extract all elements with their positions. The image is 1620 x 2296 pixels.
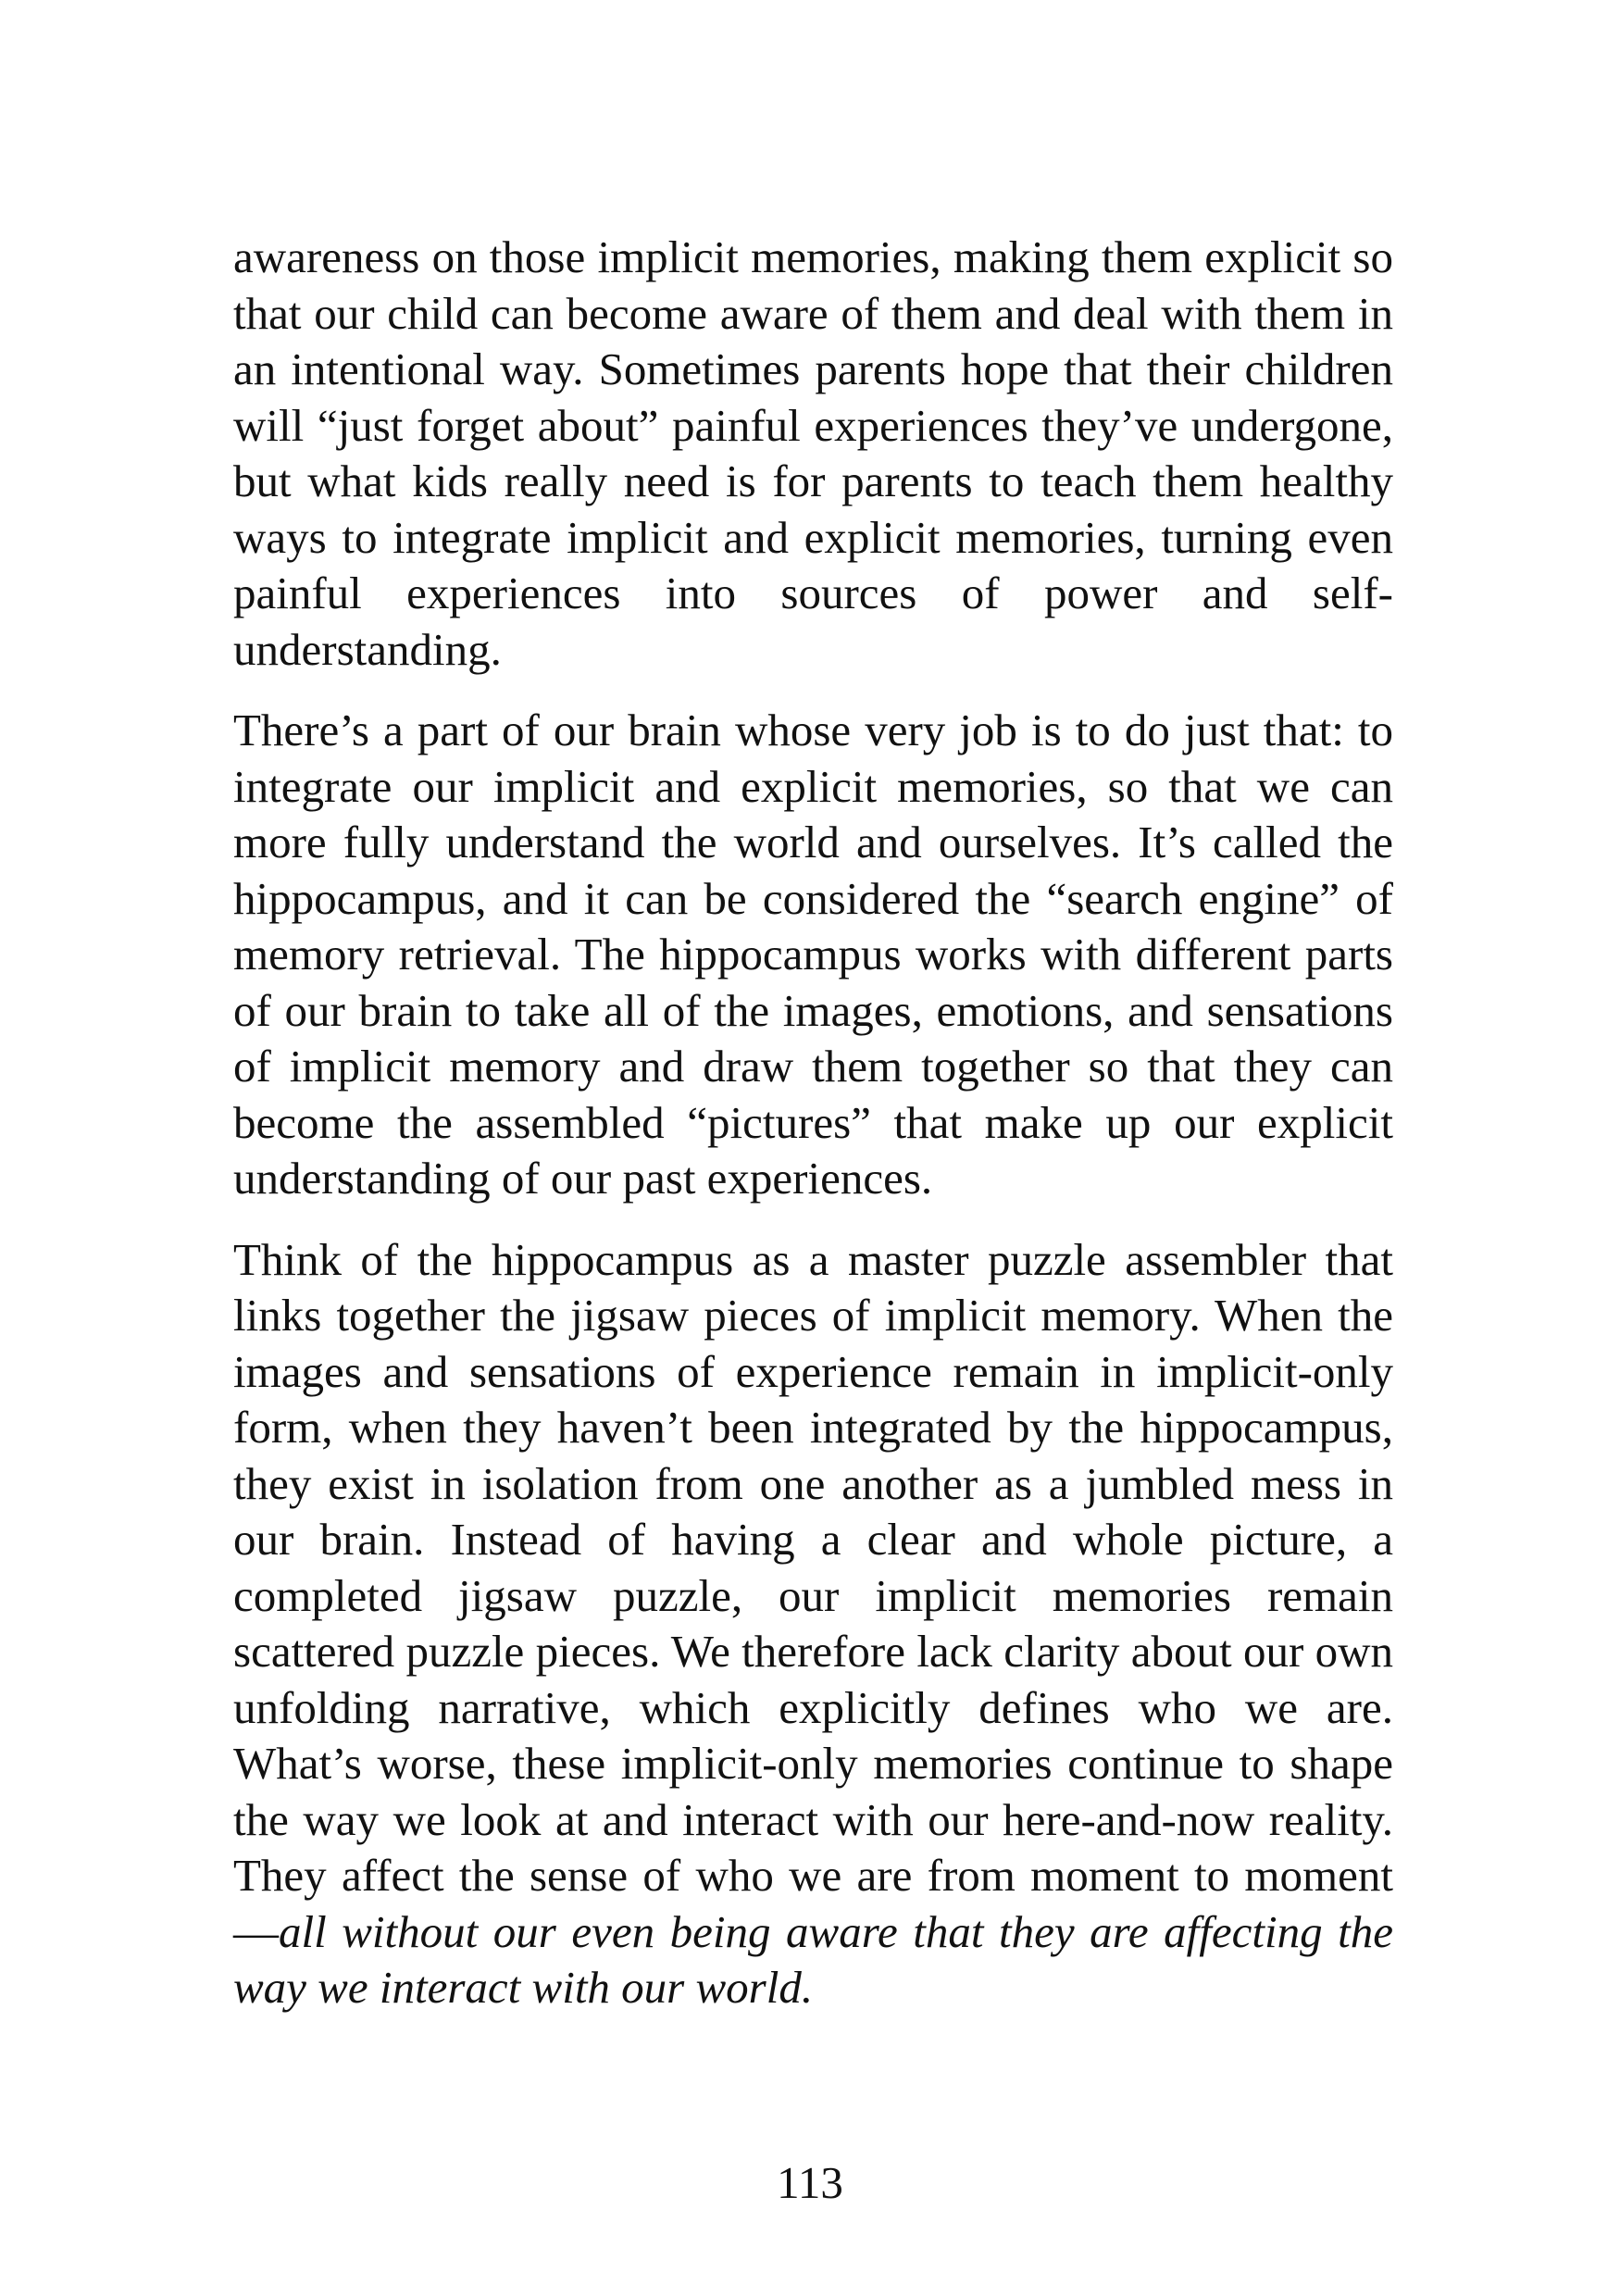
body-text xyxy=(233,230,1393,2016)
paragraph-1 xyxy=(233,230,1393,678)
paragraph-2 xyxy=(233,703,1393,1207)
paragraph-3 xyxy=(233,1232,1393,2016)
paragraph-3-text: Think of the hippocampus as a master puzzle assembler that links together the jigsaw pieces of implicit memory. When the images and sensations of experience remain in implicit-only form, when they haven’t been integrated by the hippocampus, they exist in isolation from one another as a jumbled mess in our brain. Instead of having a clear and whole picture, a completed jigsaw puzzle, our implicit memories remain scattered puzzle pieces. We therefore lack clarity about our own unfolding narrative, which explicitly defines who we are. What’s worse, these implicit-only memories continue to shape the way we look at and interact with our here-and-now reality. They affect the sense of who we are from moment to moment— xyxy=(233,1233,1393,1957)
page-number: 113 xyxy=(777,2157,843,2208)
paragraph-3-emphasis: all without our even being aware that they are affecting the way we interact with our world. xyxy=(233,1905,1393,2013)
paragraph-2-text: There’s a part of our brain whose very job is to do just that: to integrate our implicit and explicit memories, so that we can more fully understand the world and ourselves. It’s called the hippocampus, and it can be considered the “search engine” of memory retrieval. The hippocampus works with different parts of our brain to take all of the images, emotions, and sensations of implicit memory and draw them together so that they can become the assembled “pictures” that make up our explicit understanding of our past experiences. xyxy=(233,705,1393,1204)
paragraph-1-text: awareness on those implicit memories, making them explicit so that our child can become aware of them and deal with them in an intentional way. Sometimes parents hope that their children will “just forget about” painful experiences they’ve undergone, but what kids really need is for parents to teach them healthy ways to integrate implicit and explicit memories, turning even painful experiences into sources of power and self-understanding. xyxy=(233,231,1393,675)
